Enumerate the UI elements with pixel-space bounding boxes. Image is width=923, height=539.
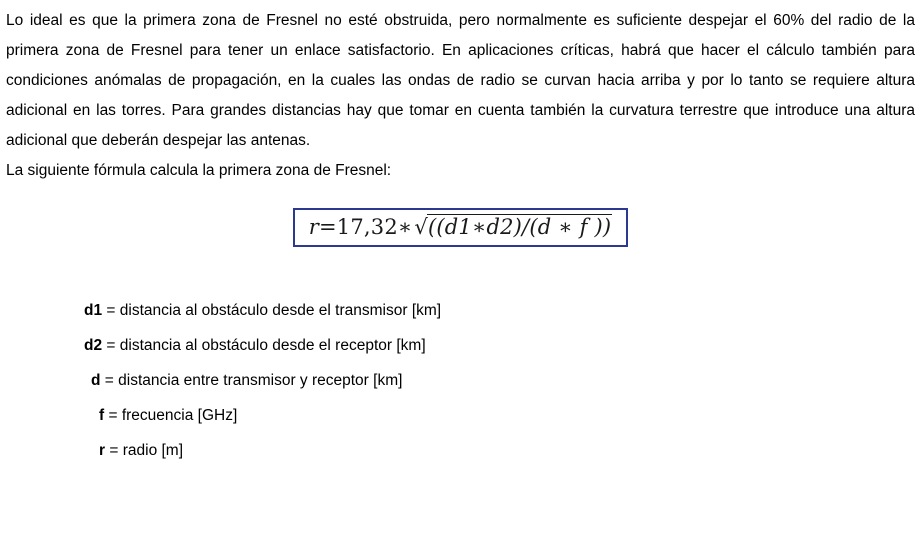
definition-symbol: d	[91, 372, 101, 389]
definition-symbol: f	[99, 407, 105, 424]
formula-equals: =	[319, 215, 337, 239]
definition-item-d1	[84, 293, 915, 328]
formula-container	[6, 208, 915, 247]
formula-multiply: ∗	[397, 215, 413, 239]
definition-text: = distancia al obstáculo desde el transmisor [km]	[106, 302, 442, 319]
paragraph-formula-lead-in: La siguiente fórmula calcula la primera zona de Fresnel:	[6, 162, 392, 179]
definition-item-f	[84, 398, 915, 433]
formula-box	[293, 208, 628, 247]
paragraph-fresnel-explanation: Lo ideal es que la primera zona de Fresnel no esté obstruida, pero normalmente es suficiente despejar el 60% del radio de la primera zona de Fresnel para tener un enlace satisfactorio. En aplicaciones críticas, habrá que hacer el cálculo también para condiciones anómalas de propagación, en la cuales las ondas de radio se curvan hacia arriba y por lo tanto se requiere altura adicional en las torres. Para grandes distancias hay que tomar en cuenta también la curvatura terrestre que introduce una altura adicional que deberán despejar las antenas.	[6, 12, 915, 149]
definition-text: = radio [m]	[109, 442, 184, 459]
definition-item-d	[84, 363, 915, 398]
definition-item-r	[84, 433, 915, 468]
formula-coefficient: 17,32	[336, 215, 398, 239]
definition-text: = distancia al obstáculo desde el receptor [km]	[106, 337, 426, 354]
definition-text: = frecuencia [GHz]	[108, 407, 238, 424]
definition-symbol: r	[99, 442, 106, 459]
definition-symbol: d2	[84, 337, 103, 354]
formula-variable-r: r	[308, 215, 319, 239]
body-text-block	[6, 6, 915, 186]
formula-radicand: ((d1∗d2)/(d ∗ f ))	[428, 215, 612, 239]
formula-radical	[412, 214, 612, 239]
radical-sign: √	[414, 215, 428, 239]
definition-symbol: d1	[84, 302, 103, 319]
definition-item-d2	[84, 328, 915, 363]
definitions-list	[6, 293, 915, 468]
fresnel-formula	[309, 215, 612, 239]
definition-text: = distancia entre transmisor y receptor [km]	[104, 372, 403, 389]
